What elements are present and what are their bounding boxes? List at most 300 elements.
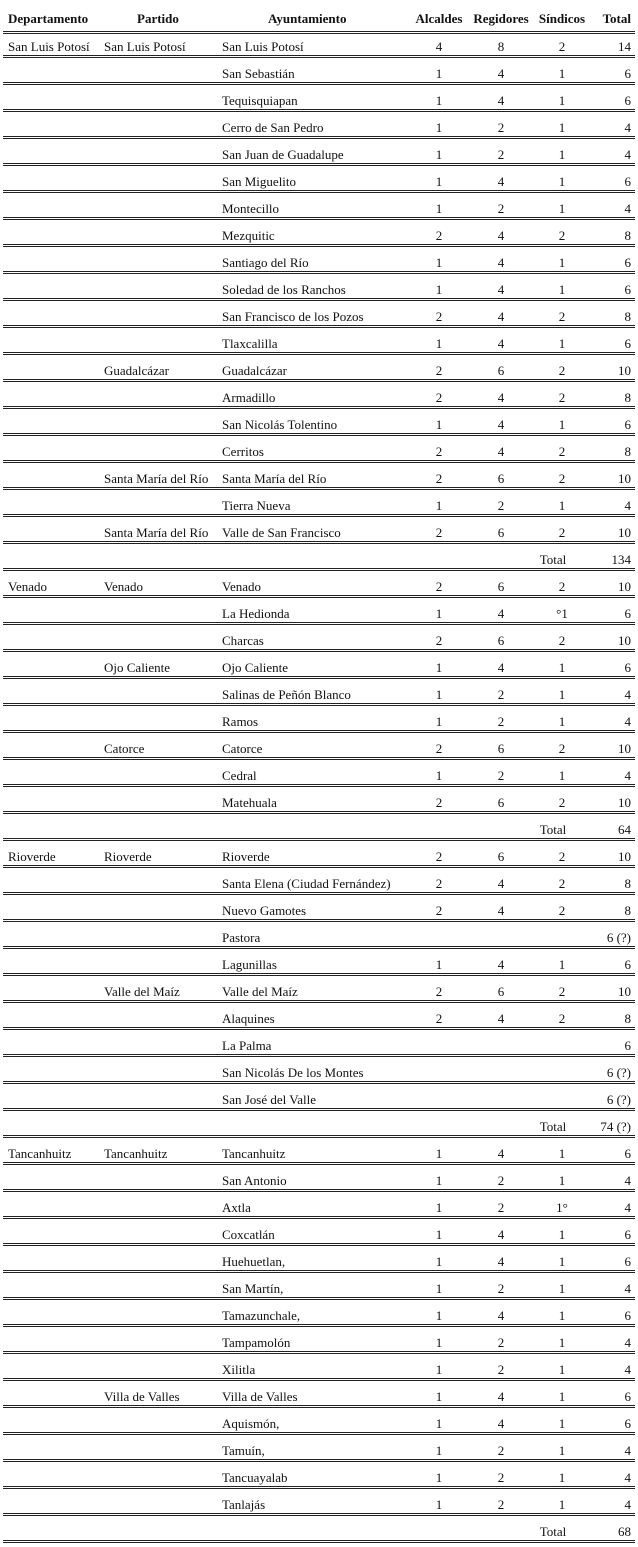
table-row xyxy=(3,274,635,301)
cell-sindicos: 1 xyxy=(558,1443,566,1458)
cell-alcaldes: 1 xyxy=(435,201,443,216)
cell-alcaldes: 2 xyxy=(435,579,443,594)
cell-partido: Tancanhuitz xyxy=(104,1146,168,1161)
cell-regidores: 4 xyxy=(497,174,505,189)
cell-regidores: 2 xyxy=(497,1173,505,1188)
cell-ayuntamiento: Rioverde xyxy=(222,849,270,864)
cell-partido: Catorce xyxy=(104,741,145,756)
cell-ayuntamiento: Mezquitic xyxy=(222,228,275,243)
cell-partido: Valle del Maíz xyxy=(104,984,180,999)
cell-total: 8 xyxy=(624,309,631,324)
cell-sindicos: 1 xyxy=(558,1254,566,1269)
cell-ayuntamiento: Valle del Maíz xyxy=(222,984,298,999)
cell-total: 6 xyxy=(624,1146,631,1161)
cell-sindicos: 2 xyxy=(558,579,566,594)
cell-ayuntamiento: La Palma xyxy=(222,1038,272,1053)
cell-alcaldes: 2 xyxy=(435,1011,443,1026)
table-row xyxy=(3,436,635,463)
cell-ayuntamiento: Cerro de San Pedro xyxy=(222,120,324,135)
table-row xyxy=(3,1462,635,1489)
cell-ayuntamiento: Catorce xyxy=(222,741,263,756)
cell-alcaldes: 2 xyxy=(435,633,443,648)
table-row xyxy=(3,1408,635,1435)
cell-ayuntamiento: Pastora xyxy=(222,930,261,945)
cell-sindicos: 1 xyxy=(558,498,566,513)
table-row xyxy=(3,355,635,382)
cell-sindicos: 2 xyxy=(558,39,566,54)
cell-alcaldes: 1 xyxy=(435,1254,443,1269)
header-total: Total xyxy=(602,11,631,26)
cell-sindicos: 2 xyxy=(558,309,566,324)
cell-sindicos: 1 xyxy=(558,201,566,216)
cell-sindicos: 1 xyxy=(558,93,566,108)
cell-regidores: 2 xyxy=(497,1470,505,1485)
cell-total: 4 xyxy=(624,498,631,513)
cell-ayuntamiento: Charcas xyxy=(222,633,264,648)
cell-alcaldes: 2 xyxy=(435,390,443,405)
total-row xyxy=(3,1111,635,1138)
cell-total: 4 xyxy=(624,1173,631,1188)
cell-total: 6 xyxy=(624,174,631,189)
table-row xyxy=(3,490,635,517)
cell-alcaldes: 1 xyxy=(435,1335,443,1350)
table-row xyxy=(3,679,635,706)
cell-total: 4 xyxy=(624,1281,631,1296)
cell-sindicos: 1 xyxy=(558,768,566,783)
cell-total: 4 xyxy=(624,1200,631,1215)
cell-sindicos: 1 xyxy=(558,1227,566,1242)
cell-regidores: 6 xyxy=(497,741,505,756)
cell-alcaldes: 1 xyxy=(435,1416,443,1431)
table-row xyxy=(3,1030,635,1057)
cell-alcaldes: 2 xyxy=(435,741,443,756)
cell-ayuntamiento: Ramos xyxy=(222,714,259,729)
cell-ayuntamiento: Tamazunchale, xyxy=(222,1308,301,1323)
cell-ayuntamiento: Montecillo xyxy=(222,201,280,216)
cell-regidores: 4 xyxy=(497,660,505,675)
cell-sindicos: 1 xyxy=(558,336,566,351)
cell-alcaldes: 1 xyxy=(435,282,443,297)
cell-alcaldes: 1 xyxy=(435,147,443,162)
cell-ayuntamiento: Santiago del Río xyxy=(222,255,309,270)
table-row xyxy=(3,1084,635,1111)
cell-total: 6 xyxy=(624,1254,631,1269)
cell-sindicos: 2 xyxy=(558,633,566,648)
cell-regidores: 2 xyxy=(497,498,505,513)
cell-sindicos: 2 xyxy=(558,525,566,540)
cell-total: 10 xyxy=(618,525,631,540)
cell-alcaldes: 1 xyxy=(435,1146,443,1161)
cell-regidores: 6 xyxy=(497,579,505,594)
cell-ayuntamiento: Salinas de Peñón Blanco xyxy=(222,687,351,702)
cell-regidores: 2 xyxy=(497,687,505,702)
cell-total: 6 xyxy=(624,282,631,297)
cell-ayuntamiento: Tancanhuitz xyxy=(222,1146,286,1161)
cell-sindicos: 1 xyxy=(558,1281,566,1296)
cell-regidores: 8 xyxy=(497,39,505,54)
cell-sindicos: 2 xyxy=(558,471,566,486)
cell-total: 4 xyxy=(624,201,631,216)
cell-partido: Ojo Caliente xyxy=(104,660,171,675)
cell-alcaldes: 1 xyxy=(435,120,443,135)
cell-ayuntamiento: Valle de San Francisco xyxy=(222,525,341,540)
cell-sindicos: 2 xyxy=(558,849,566,864)
table-row xyxy=(3,598,635,625)
cell-sindicos: 1 xyxy=(558,147,566,162)
cell-sindicos: 1 xyxy=(558,1497,566,1512)
cell-ayuntamiento: San Francisco de los Pozos xyxy=(222,309,364,324)
cell-total: 10 xyxy=(618,363,631,378)
cell-regidores: 2 xyxy=(497,120,505,135)
table-row xyxy=(3,517,635,544)
cell-alcaldes: 1 xyxy=(435,255,443,270)
cell-total: 6 xyxy=(624,255,631,270)
cell-alcaldes: 1 xyxy=(435,1470,443,1485)
cell-ayuntamiento: San Juan de Guadalupe xyxy=(222,147,344,162)
header-partido: Partido xyxy=(137,11,179,26)
cell-sindicos: 2 xyxy=(558,795,566,810)
table-row xyxy=(3,922,635,949)
cell-total: 68 xyxy=(618,1524,631,1539)
cell-ayuntamiento: Nuevo Gamotes xyxy=(222,903,307,918)
cell-ayuntamiento: Tlaxcalilla xyxy=(222,336,278,351)
table-row xyxy=(3,571,635,598)
cell-ayuntamiento: Armadillo xyxy=(222,390,276,405)
cell-ayuntamiento: San Martín, xyxy=(222,1281,284,1296)
cell-total: 8 xyxy=(624,876,631,891)
cell-ayuntamiento: Tierra Nueva xyxy=(222,498,291,513)
cell-regidores: 6 xyxy=(497,525,505,540)
cell-alcaldes: 1 xyxy=(435,957,443,972)
cell-alcaldes: 2 xyxy=(435,984,443,999)
cell-alcaldes: 2 xyxy=(435,444,443,459)
cell-sindicos: °1 xyxy=(556,606,568,621)
cell-alcaldes: 1 xyxy=(435,498,443,513)
table-row xyxy=(3,1327,635,1354)
cell-regidores: 6 xyxy=(497,984,505,999)
cell-sindicos: 1 xyxy=(558,1389,566,1404)
cell-sindicos: 2 xyxy=(558,444,566,459)
table-row xyxy=(3,841,635,868)
cell-regidores: 2 xyxy=(497,714,505,729)
table-row xyxy=(3,652,635,679)
cell-alcaldes: 1 xyxy=(435,174,443,189)
table-row xyxy=(3,1192,635,1219)
cell-alcaldes: 1 xyxy=(435,1497,443,1512)
table-row xyxy=(3,733,635,760)
cell-ayuntamiento: La Hedionda xyxy=(222,606,290,621)
cell-sindicos: 2 xyxy=(558,390,566,405)
cell-total: 8 xyxy=(624,228,631,243)
cell-total: 4 xyxy=(624,1470,631,1485)
cell-alcaldes: 2 xyxy=(435,876,443,891)
cell-ayuntamiento: Villa de Valles xyxy=(222,1389,298,1404)
cell-ayuntamiento: San Sebastián xyxy=(222,66,295,81)
cell-alcaldes: 1 xyxy=(435,1308,443,1323)
cell-sindicos: 1 xyxy=(558,714,566,729)
cell-partido: Rioverde xyxy=(104,849,152,864)
cell-sindicos: 1 xyxy=(558,174,566,189)
total-label: Total xyxy=(539,822,567,837)
cell-ayuntamiento: Coxcatlán xyxy=(222,1227,275,1242)
table-row xyxy=(3,58,635,85)
cell-ayuntamiento: San Antonio xyxy=(222,1173,287,1188)
cell-total: 4 xyxy=(624,714,631,729)
total-label: Total xyxy=(539,552,567,567)
cell-total: 8 xyxy=(624,390,631,405)
cell-regidores: 4 xyxy=(497,1254,505,1269)
header-sindicos: Síndicos xyxy=(538,11,586,26)
cell-departamento: Venado xyxy=(8,579,47,594)
cell-alcaldes: 2 xyxy=(435,471,443,486)
total-row xyxy=(3,544,635,571)
cell-regidores: 2 xyxy=(497,1362,505,1377)
table-row xyxy=(3,1300,635,1327)
cell-ayuntamiento: Tequisquiapan xyxy=(222,93,298,108)
header-alcaldes: Alcaldes xyxy=(415,11,463,26)
cell-total: 8 xyxy=(624,444,631,459)
cell-ayuntamiento: Lagunillas xyxy=(222,957,277,972)
table-row xyxy=(3,949,635,976)
cell-regidores: 4 xyxy=(497,1389,505,1404)
cell-sindicos: 2 xyxy=(558,903,566,918)
table-row xyxy=(3,31,635,58)
cell-alcaldes: 1 xyxy=(435,1227,443,1242)
cell-ayuntamiento: Tamuín, xyxy=(222,1443,265,1458)
cell-total: 8 xyxy=(624,1011,631,1026)
cell-regidores: 4 xyxy=(497,309,505,324)
cell-total: 4 xyxy=(624,687,631,702)
cell-ayuntamiento: San Miguelito xyxy=(222,174,297,189)
cell-regidores: 4 xyxy=(497,1416,505,1431)
cell-alcaldes: 1 xyxy=(435,1389,443,1404)
cell-alcaldes: 2 xyxy=(435,795,443,810)
cell-total: 10 xyxy=(618,579,631,594)
cell-alcaldes: 2 xyxy=(435,363,443,378)
cell-total: 6 (?) xyxy=(606,930,631,945)
cell-alcaldes: 2 xyxy=(435,849,443,864)
cell-sindicos: 2 xyxy=(558,984,566,999)
cell-alcaldes: 1 xyxy=(435,768,443,783)
cell-regidores: 4 xyxy=(497,390,505,405)
cell-regidores: 6 xyxy=(497,795,505,810)
cell-partido: Santa María del Río xyxy=(104,525,209,540)
cell-ayuntamiento: San Nicolás De los Montes xyxy=(222,1065,364,1080)
cell-sindicos: 1 xyxy=(558,255,566,270)
cell-regidores: 4 xyxy=(497,444,505,459)
ayuntamientos-table xyxy=(3,4,635,1543)
cell-regidores: 6 xyxy=(497,633,505,648)
table-row xyxy=(3,463,635,490)
cell-alcaldes: 1 xyxy=(435,1362,443,1377)
cell-ayuntamiento: San Nicolás Tolentino xyxy=(222,417,338,432)
cell-total: 6 xyxy=(624,1416,631,1431)
cell-alcaldes: 2 xyxy=(435,228,443,243)
cell-regidores: 4 xyxy=(497,876,505,891)
cell-sindicos: 1 xyxy=(558,1362,566,1377)
cell-regidores: 2 xyxy=(497,1281,505,1296)
cell-total: 6 xyxy=(624,660,631,675)
cell-sindicos: 1 xyxy=(558,417,566,432)
table-row xyxy=(3,895,635,922)
table-row xyxy=(3,193,635,220)
cell-ayuntamiento: San José del Valle xyxy=(222,1092,316,1107)
cell-regidores: 6 xyxy=(497,471,505,486)
cell-sindicos: 1 xyxy=(558,1470,566,1485)
cell-sindicos: 2 xyxy=(558,741,566,756)
cell-sindicos: 1 xyxy=(558,660,566,675)
cell-total: 10 xyxy=(618,633,631,648)
cell-regidores: 6 xyxy=(497,849,505,864)
cell-total: 4 xyxy=(624,1497,631,1512)
table-row xyxy=(3,1435,635,1462)
cell-sindicos: 2 xyxy=(558,228,566,243)
cell-sindicos: 1° xyxy=(556,1200,568,1215)
cell-alcaldes: 2 xyxy=(435,309,443,324)
table-row xyxy=(3,409,635,436)
cell-alcaldes: 1 xyxy=(435,1443,443,1458)
cell-regidores: 2 xyxy=(497,768,505,783)
table-row xyxy=(3,1489,635,1516)
table-row xyxy=(3,382,635,409)
cell-departamento: Rioverde xyxy=(8,849,56,864)
cell-sindicos: 1 xyxy=(558,1416,566,1431)
cell-departamento: Tancanhuitz xyxy=(8,1146,72,1161)
cell-total: 4 xyxy=(624,1443,631,1458)
cell-total: 6 xyxy=(624,606,631,621)
table-row xyxy=(3,328,635,355)
table-body xyxy=(3,31,635,1543)
cell-sindicos: 2 xyxy=(558,1011,566,1026)
cell-alcaldes: 1 xyxy=(435,93,443,108)
table-header xyxy=(3,4,635,31)
table-row xyxy=(3,1138,635,1165)
cell-ayuntamiento: Ojo Caliente xyxy=(222,660,289,675)
cell-total: 6 (?) xyxy=(606,1065,631,1080)
cell-regidores: 4 xyxy=(497,1011,505,1026)
total-row xyxy=(3,814,635,841)
cell-regidores: 4 xyxy=(497,228,505,243)
cell-regidores: 4 xyxy=(497,66,505,81)
cell-total: 6 xyxy=(624,957,631,972)
cell-sindicos: 1 xyxy=(558,66,566,81)
cell-ayuntamiento: Aquismón, xyxy=(222,1416,280,1431)
cell-total: 6 xyxy=(624,1308,631,1323)
table-row xyxy=(3,112,635,139)
cell-total: 6 xyxy=(624,1389,631,1404)
cell-total: 10 xyxy=(618,471,631,486)
cell-total: 4 xyxy=(624,1362,631,1377)
cell-sindicos: 1 xyxy=(558,120,566,135)
cell-ayuntamiento: San Luis Potosí xyxy=(222,39,304,54)
cell-ayuntamiento: Santa Elena (Ciudad Fernández) xyxy=(222,876,391,891)
cell-ayuntamiento: Cerritos xyxy=(222,444,264,459)
cell-total: 6 xyxy=(624,1038,631,1053)
cell-total: 134 xyxy=(611,552,631,567)
cell-regidores: 2 xyxy=(497,147,505,162)
cell-total: 6 xyxy=(624,336,631,351)
header-ayuntamiento: Ayuntamiento xyxy=(268,11,347,26)
table-row xyxy=(3,706,635,733)
cell-partido: San Luis Potosí xyxy=(104,39,186,54)
cell-total: 6 xyxy=(624,93,631,108)
cell-ayuntamiento: Tampamolón xyxy=(222,1335,291,1350)
cell-ayuntamiento: Venado xyxy=(222,579,261,594)
table-row xyxy=(3,1354,635,1381)
cell-alcaldes: 4 xyxy=(435,39,443,54)
cell-sindicos: 2 xyxy=(558,876,566,891)
cell-regidores: 4 xyxy=(497,606,505,621)
cell-total: 4 xyxy=(624,147,631,162)
cell-sindicos: 1 xyxy=(558,1173,566,1188)
cell-total: 64 xyxy=(618,822,631,837)
cell-sindicos: 1 xyxy=(558,1146,566,1161)
cell-ayuntamiento: Guadalcázar xyxy=(222,363,287,378)
cell-alcaldes: 1 xyxy=(435,660,443,675)
header-regidores: Regidores xyxy=(473,11,529,26)
cell-ayuntamiento: Xilitla xyxy=(222,1362,256,1377)
cell-alcaldes: 1 xyxy=(435,687,443,702)
cell-sindicos: 1 xyxy=(558,282,566,297)
cell-regidores: 4 xyxy=(497,255,505,270)
table-row xyxy=(3,1381,635,1408)
cell-regidores: 2 xyxy=(497,1497,505,1512)
cell-ayuntamiento: Alaquines xyxy=(222,1011,275,1026)
table-row xyxy=(3,868,635,895)
table-row xyxy=(3,220,635,247)
cell-total: 10 xyxy=(618,984,631,999)
cell-total: 8 xyxy=(624,903,631,918)
cell-regidores: 6 xyxy=(497,363,505,378)
cell-alcaldes: 1 xyxy=(435,66,443,81)
table-row xyxy=(3,1003,635,1030)
cell-regidores: 2 xyxy=(497,1335,505,1350)
cell-regidores: 4 xyxy=(497,417,505,432)
table-row xyxy=(3,787,635,814)
cell-regidores: 4 xyxy=(497,903,505,918)
cell-alcaldes: 1 xyxy=(435,606,443,621)
cell-total: 10 xyxy=(618,849,631,864)
cell-partido: Villa de Valles xyxy=(104,1389,180,1404)
cell-total: 4 xyxy=(624,768,631,783)
table-row xyxy=(3,976,635,1003)
cell-total: 6 (?) xyxy=(606,1092,631,1107)
table-row xyxy=(3,139,635,166)
cell-total: 6 xyxy=(624,417,631,432)
cell-total: 10 xyxy=(618,795,631,810)
cell-total: 14 xyxy=(618,39,631,54)
cell-alcaldes: 1 xyxy=(435,1200,443,1215)
cell-ayuntamiento: Axtla xyxy=(222,1200,251,1215)
cell-alcaldes: 1 xyxy=(435,1173,443,1188)
cell-total: 4 xyxy=(624,1335,631,1350)
cell-sindicos: 2 xyxy=(558,363,566,378)
table-row xyxy=(3,1057,635,1084)
cell-sindicos: 1 xyxy=(558,1335,566,1350)
total-label: Total xyxy=(539,1119,567,1134)
cell-regidores: 4 xyxy=(497,1308,505,1323)
cell-regidores: 4 xyxy=(497,1227,505,1242)
cell-ayuntamiento: Cedral xyxy=(222,768,257,783)
cell-total: 4 xyxy=(624,120,631,135)
table-row xyxy=(3,1165,635,1192)
cell-sindicos: 1 xyxy=(558,687,566,702)
cell-regidores: 4 xyxy=(497,282,505,297)
cell-total: 6 xyxy=(624,1227,631,1242)
header-departamento: Departamento xyxy=(8,11,89,26)
cell-alcaldes: 1 xyxy=(435,417,443,432)
cell-sindicos: 1 xyxy=(558,1308,566,1323)
